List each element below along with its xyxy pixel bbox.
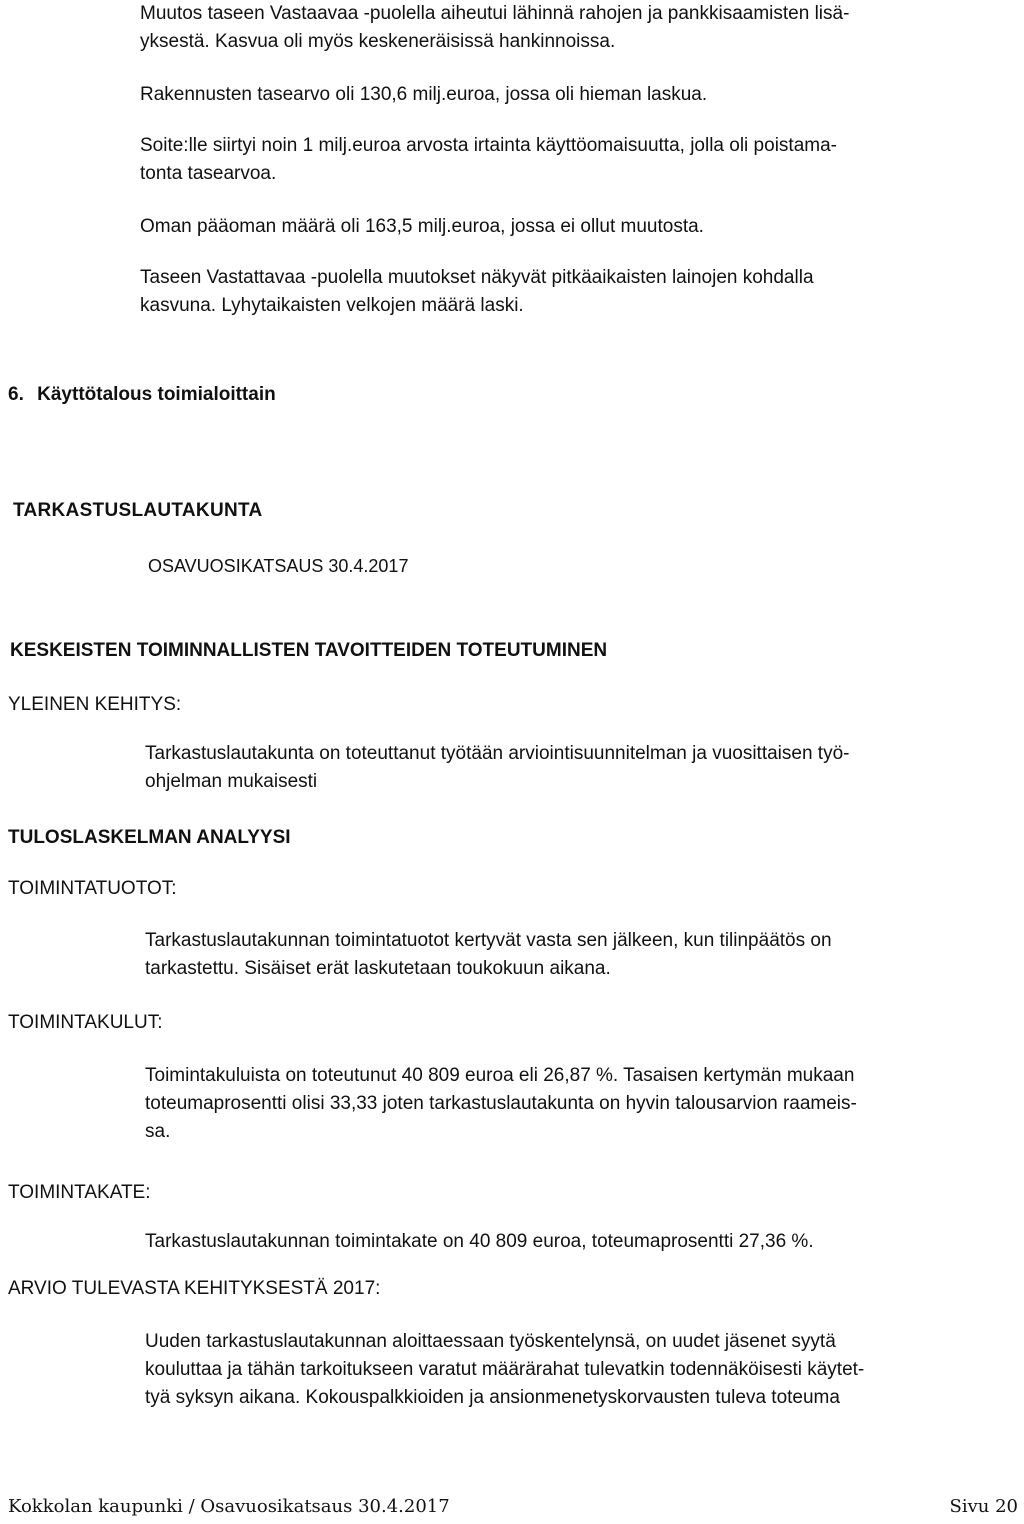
revenue-label: TOIMINTATUOTOT: [8,878,177,899]
text-line: toteumaprosentti olisi 33,33 joten tarkastuslautakunta on hyvin talousarvion raameis- [145,1093,857,1114]
section-heading [8,384,276,406]
text-line: Tarkastuslautakunnan toimintatuotot kertyvät vasta sen jälkeen, kun tilinpäätös on [145,930,832,951]
intro-paragraph-soite [140,132,837,188]
text-line: Taseen Vastattavaa -puolella muutokset näkyvät pitkäaikaisten lainojen kohdalla [140,267,814,288]
text-line: tonta tasearvoa. [140,163,277,184]
revenue-text [145,927,832,983]
section-title: Käyttötalous toimialoittain [37,384,276,405]
income-statement-heading: TULOSLASKELMAN ANALYYSI [8,827,291,848]
text-line: tarkastettu. Sisäiset erät laskutetaan toukokuun aikana. [145,958,611,979]
outlook-text [145,1328,864,1412]
general-development-text [145,740,849,796]
margin-text [145,1228,814,1256]
text-line: tyä syksyn aikana. Kokouspalkkioiden ja ansionmenetyskorvausten tuleva toteuma [145,1387,840,1408]
org-subtitle: OSAVUOSIKATSAUS 30.4.2017 [148,556,409,576]
text-line: kasvuna. Lyhytaikaisten velkojen määrä laski. [140,295,524,316]
text-line: Oman pääoman määrä oli 163,5 milj.euroa, jossa ei ollut muutosta. [140,216,704,237]
margin-label: TOIMINTAKATE: [8,1182,151,1203]
costs-label: TOIMINTAKULUT: [8,1012,163,1033]
section-number: 6. [8,384,24,405]
intro-paragraph-assets [140,0,849,56]
footer-page-number: Sivu 20 [949,1496,1018,1517]
text-line: Rakennusten tasearvo oli 130,6 milj.euroa, jossa oli hieman laskua. [140,84,708,105]
text-line: Tarkastuslautakunta on toteuttanut työtään arviointisuunnitelman ja vuosittaisen työ- [145,743,850,764]
text-line: Tarkastuslautakunnan toimintakate on 40 809 euroa, toteumaprosentti 27,36 %. [145,1231,814,1252]
text-line: Soite:lle siirtyi noin 1 milj.euroa arvosta irtainta käyttöomaisuutta, jolla oli poistama- [140,135,837,156]
text-line: Toimintakuluista on toteutunut 40 809 euroa eli 26,87 %. Tasaisen kertymän mukaan [145,1065,855,1086]
outlook-label: ARVIO TULEVASTA KEHITYKSESTÄ 2017: [8,1278,381,1299]
text-line: kouluttaa ja tähän tarkoitukseen varatut määrärahat tulevatkin todennäköisesti käytet- [145,1359,865,1380]
text-line: yksestä. Kasvua oli myös keskeneräisissä hankinnoissa. [140,31,616,52]
intro-paragraph-equity [140,213,704,241]
text-line: Uuden tarkastuslautakunnan aloittaessaan työskentelynsä, on uudet jäsenet syytä [145,1331,836,1352]
intro-paragraph-liabilities [140,264,814,320]
org-name: TARKASTUSLAUTAKUNTA [13,500,263,521]
costs-text [145,1062,857,1146]
text-line: sa. [145,1121,171,1142]
intro-paragraph-buildings [140,81,707,109]
text-line: ohjelman mukaisesti [145,771,318,792]
text-line: Muutos taseen Vastaavaa -puolella aiheutui lähinnä rahojen ja pankkisaamisten lisä- [140,3,850,24]
goals-heading: KESKEISTEN TOIMINNALLISTEN TAVOITTEIDEN TOTEUTUMINEN [10,640,608,661]
footer-document-title: Kokkolan kaupunki / Osavuosikatsaus 30.4.2017 [8,1496,450,1517]
general-development-label: YLEINEN KEHITYS: [8,694,182,715]
